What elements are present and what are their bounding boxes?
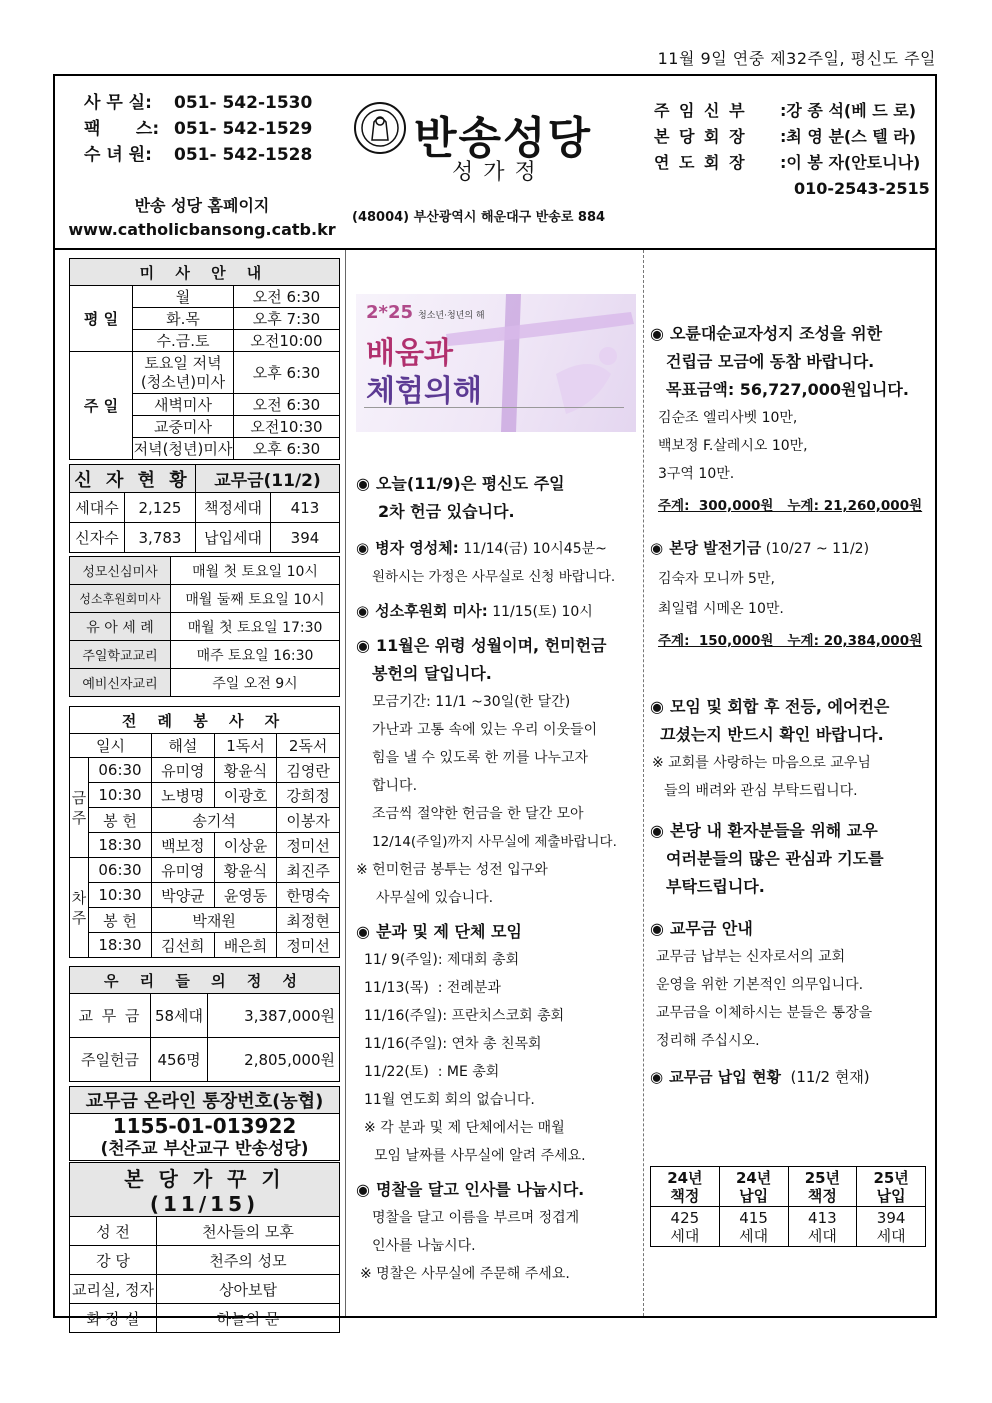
servers-section (69, 706, 340, 958)
column-divider-left (345, 250, 346, 1316)
mass-time: 오후 6:30 (234, 438, 340, 460)
dues-value: 425 세대 (651, 1207, 720, 1247)
schedule-when: 매월 둘째 토요일 10시 (171, 585, 340, 613)
server-time: 10:30 (89, 783, 152, 808)
schedule-name: 예비신자교리 (70, 669, 171, 697)
server-name: 송기석 (152, 808, 277, 833)
dues-status-table (650, 1166, 926, 1247)
server-name: 이봉자 (277, 808, 340, 833)
account-title: 교무금 온라인 통장번호(농협) (70, 1087, 340, 1114)
contact-convent: 수 녀 원: 051- 542-1528 (84, 145, 313, 165)
dues-header: 25년 납입 (857, 1167, 926, 1207)
server-time: 18:30 (89, 933, 152, 958)
staff-yeondo: 연 도 회 장 :이 봉 자(안토니나) (654, 153, 921, 172)
offering-count: 58세대 (151, 994, 208, 1038)
account-holder: (천주교 부산교구 반송성당) (70, 1138, 340, 1161)
decor-section (69, 1162, 340, 1333)
offering-section (69, 966, 340, 1082)
notice-dues-guide: ◉ 교무금 안내 교무금 납부는 신자로서의 교회 운영을 위한 기본적인 의무입니다. 교무금을 이체하시는 분들은 통장을 정리해 주십시오. (650, 919, 873, 1049)
servers-header: 1독서 (214, 734, 277, 758)
decor-group: 상아보탑 (157, 1275, 340, 1304)
stat-value: 3,783 (125, 523, 196, 553)
stat-label: 책정세대 (196, 493, 271, 523)
notices-right (650, 320, 930, 1091)
server-name: 유미영 (152, 858, 215, 883)
weekday-label: 평 일 (70, 286, 133, 352)
account-table (69, 1086, 340, 1161)
sunday-label: 주 일 (70, 352, 133, 460)
mass-day: 수.금.토 (133, 330, 234, 352)
decor-place: 강 당 (70, 1246, 157, 1275)
stat-label: 세대수 (70, 493, 125, 523)
stat-label: 납입세대 (196, 523, 271, 553)
mass-day: 새벽미사 (133, 394, 234, 416)
server-name: 최정현 (277, 908, 340, 933)
mass-time: 오전 6:30 (234, 394, 340, 416)
notice-layday: ◉ 오늘(11/9)은 평신도 주일 2차 헌금 있습니다. (356, 474, 565, 521)
offering-table (69, 966, 340, 1082)
notice-dues-status: ◉ 교무금 납입 현황 (11/2 현재) (650, 1068, 870, 1086)
servers-header: 일시 (70, 734, 152, 758)
mass-title: 미 사 안 내 (70, 259, 340, 286)
dues-header: 24년 납입 (719, 1167, 788, 1207)
homepage-url[interactable]: www.catholicbansong.catb.kr (68, 220, 336, 239)
servers-title: 전 례 봉 사 자 (70, 707, 340, 734)
notice-offering-month: ◉ 11월은 위령 성월이며, 헌미헌금 봉헌의 달입니다. 모금기간: 11/1 ~30일(한 달간) 가난과 고통 속에 있는 우리 이웃들이 힘을 낼 수 있도록 한 끼를 나누고자 합니다. 조금씩 절약한 헌금을 한 달간 모아 12/14(주일)까지 사무실에 제출바랍니다. ※ 헌미헌금 봉투는 성전 입구와 사무실에 있습니다. (356, 636, 617, 906)
mass-table (69, 258, 340, 460)
schedule-when: 매월 첫 토요일 17:30 (171, 613, 340, 641)
decor-group: 천주의 성모 (157, 1246, 340, 1275)
mass-day: 토요일 저녁 (청소년)미사 (133, 352, 234, 394)
schedule-table (69, 556, 340, 697)
account-section (69, 1086, 340, 1161)
server-name: 백보정 (152, 833, 215, 858)
schedule-section (69, 556, 340, 697)
banner-year: 2*25 (366, 302, 413, 323)
meeting-item: 11/16(주일): 프란치스코회 총회 (364, 1008, 565, 1024)
notice-development-fund: ◉ 본당 발전기금 (10/27 ~ 11/2) 김숙자 모니까 5만, 최일렵 시메온 10만. 주계: 150,000원 누계: 20,384,000원 (650, 539, 923, 649)
parish-name: 반송성당 (414, 113, 593, 164)
server-name: 한명숙 (277, 883, 340, 908)
server-name: 정미선 (277, 833, 340, 858)
servers-table (69, 706, 340, 958)
notice-vocation-mass: ◉ 성소후원회 미사: 11/15(토) 10시 (356, 602, 593, 620)
offering-count: 456명 (151, 1038, 208, 1082)
parish-address: (48004) 부산광역시 해운대구 반송로 884 (352, 210, 606, 225)
meeting-item: 11/13(목) : 전례분과 (364, 980, 501, 996)
mass-time: 오전10:30 (234, 416, 340, 438)
mass-time: 오전 6:30 (234, 286, 340, 308)
stat-value: 413 (271, 493, 340, 523)
banner-line1: 배움과 (366, 336, 453, 371)
contact-block (84, 90, 312, 168)
offering-label: 주일헌금 (70, 1038, 151, 1082)
believers-table (69, 464, 340, 553)
decor-table (69, 1162, 340, 1333)
notice-nametag: ◉ 명찰을 달고 인사를 나눕시다. 명찰을 달고 이름을 부르며 정겹게 인사를 나눕시다. ※ 명찰은 사무실에 주문해 주세요. (356, 1180, 585, 1282)
contact-fax: 팩 스: 051- 542-1529 (84, 119, 313, 139)
staff-phone: 010-2543-2515 (794, 179, 930, 198)
decor-place: 교리실, 정자 (70, 1275, 157, 1304)
decor-group: 하늘의 문 (157, 1304, 340, 1333)
server-time: 06:30 (89, 758, 152, 783)
server-name: 김선희 (152, 933, 215, 958)
server-time: 06:30 (89, 858, 152, 883)
homepage-block (62, 194, 342, 242)
offering-amount: 2,805,000원 (208, 1038, 340, 1082)
server-name: 이상윤 (214, 833, 277, 858)
contact-office: 사 무 실: 051- 542-1530 (84, 93, 313, 113)
server-name: 정미선 (277, 933, 340, 958)
server-name: 김영란 (277, 758, 340, 783)
staff-president: 본 당 회 장 :최 영 분(스 텔 라) (654, 127, 917, 146)
staff-block (654, 98, 920, 176)
decor-title: 본 당 가 꾸 기 (11/15) (70, 1163, 340, 1217)
servers-header: 해설 (152, 734, 215, 758)
decor-group: 천사들의 모후 (157, 1217, 340, 1246)
banner-rule (364, 407, 624, 408)
server-time: 봉 헌 (89, 808, 152, 833)
server-time: 18:30 (89, 833, 152, 858)
notice-communion: ◉ 병자 영성체: 11/14(금) 10시45분~ 원하시는 가정은 사무실로 신청 바랍니다. (356, 539, 616, 585)
dues-title: 교무금(11/2) (196, 465, 340, 493)
offering-label: 교 무 금 (70, 994, 151, 1038)
stat-label: 신자수 (70, 523, 125, 553)
mass-time: 오전10:00 (234, 330, 340, 352)
server-name: 배은희 (214, 933, 277, 958)
server-name: 노병명 (152, 783, 215, 808)
mass-section (69, 258, 340, 460)
mass-time: 오후 7:30 (234, 308, 340, 330)
this-week-label: 금 주 (70, 758, 89, 858)
decor-place: 화 장 실 (70, 1304, 157, 1333)
schedule-name: 성모신심미사 (70, 557, 171, 585)
server-name: 유미영 (152, 758, 215, 783)
server-name: 황윤식 (214, 758, 277, 783)
mass-day: 화.목 (133, 308, 234, 330)
server-name: 황윤식 (214, 858, 277, 883)
server-name: 최진주 (277, 858, 340, 883)
server-name: 강희정 (277, 783, 340, 808)
schedule-name: 주일학교교리 (70, 641, 171, 669)
notice-martyrs-shrine: ◉ 오륜대순교자성지 조성을 위한 건립금 모금에 동참 바랍니다. 목표금액: 56,727,000원입니다. 김순조 엘리사벳 10만, 백보정 F.살레시오 10만, 3구역 10만. 주계: 300,000원 누계: 21,260,000원 (650, 324, 923, 514)
meeting-item: 11/ 9(주일): 제대회 총회 (364, 952, 520, 968)
date-line: 11월 9일 연중 제32주일, 평신도 주일 (657, 49, 936, 68)
notice-meetings: ◉ 분과 및 제 단체 모임 11/ 9(주일): 제대회 총회 11/13(목) : 전례분과 11/16(주일): 프란치스코회 총회 11/16(주일): 연차 총 친목회 11/22(토) : ME 총회 11월 연도회 회의 없습니다. ※ 각 분과 및 제 단체에서는 매월 모임 날짜를 사무실에 알려 주세요. (356, 918, 640, 1170)
decor-place: 성 전 (70, 1217, 157, 1246)
meeting-item: 11/22(토) : ME 총회 (364, 1064, 500, 1080)
dues-header: 25년 책정 (788, 1167, 857, 1207)
dues-value: 415 세대 (719, 1207, 788, 1247)
schedule-name: 유 아 세 례 (70, 613, 171, 641)
dues-value: 394 세대 (857, 1207, 926, 1247)
column-divider-right (643, 250, 644, 1316)
schedule-when: 매월 첫 토요일 10시 (171, 557, 340, 585)
believers-section (69, 464, 340, 553)
stat-value: 394 (271, 523, 340, 553)
server-name: 박양균 (152, 883, 215, 908)
mass-day: 교중미사 (133, 416, 234, 438)
server-time: 봉 헌 (89, 908, 152, 933)
dues-status-section (650, 1166, 926, 1247)
meeting-item: 11/16(주일): 연차 총 친목회 (364, 1036, 542, 1052)
banner-small: 청소년·청년의 해 (418, 311, 485, 321)
youth-year-banner (356, 294, 636, 432)
server-name: 윤영동 (214, 883, 277, 908)
believers-title: 신 자 현 황 (70, 465, 196, 493)
account-number: 1155-01-013922 (70, 1114, 340, 1139)
header-divider (53, 248, 937, 250)
staff-pastor: 주 임 신 부 :강 종 석(베 드 로) (654, 101, 917, 120)
servers-header: 2독서 (277, 734, 340, 758)
homepage-label: 반송 성당 홈페이지 (134, 196, 270, 215)
notices-middle (356, 470, 640, 1288)
schedule-name: 성소후원회미사 (70, 585, 171, 613)
parish-logo-icon (352, 100, 408, 156)
banner-line2: 체험의해 (366, 374, 482, 409)
schedule-when: 주일 오전 9시 (171, 669, 340, 697)
next-week-label: 차 주 (70, 858, 89, 958)
server-name: 박재원 (152, 908, 277, 933)
mass-time: 오후 6:30 (234, 352, 340, 394)
mass-day: 저녁(청년)미사 (133, 438, 234, 460)
schedule-when: 매주 토요일 16:30 (171, 641, 340, 669)
parish-subtitle: 성가정 (452, 160, 546, 185)
stat-value: 2,125 (125, 493, 196, 523)
server-name: 이광호 (214, 783, 277, 808)
offering-title: 우 리 들 의 정 성 (70, 967, 340, 994)
offering-amount: 3,387,000원 (208, 994, 340, 1038)
meeting-item: 11월 연도회 회의 없습니다. (364, 1092, 535, 1108)
mass-day: 월 (133, 286, 234, 308)
notice-patients: ◉ 본당 내 환자분들을 위해 교우 여러분들의 많은 관심과 기도를 부탁드립니다. (650, 821, 884, 896)
dues-value: 413 세대 (788, 1207, 857, 1247)
server-time: 10:30 (89, 883, 152, 908)
dues-header: 24년 책정 (651, 1167, 720, 1207)
notice-lights-check: ◉ 모임 및 회합 후 전등, 에어컨은 끄셨는지 반드시 확인 바랍니다. ※ 교회를 사랑하는 마음으로 교우님 들의 배려와 관심 부탁드립니다. (650, 697, 890, 799)
